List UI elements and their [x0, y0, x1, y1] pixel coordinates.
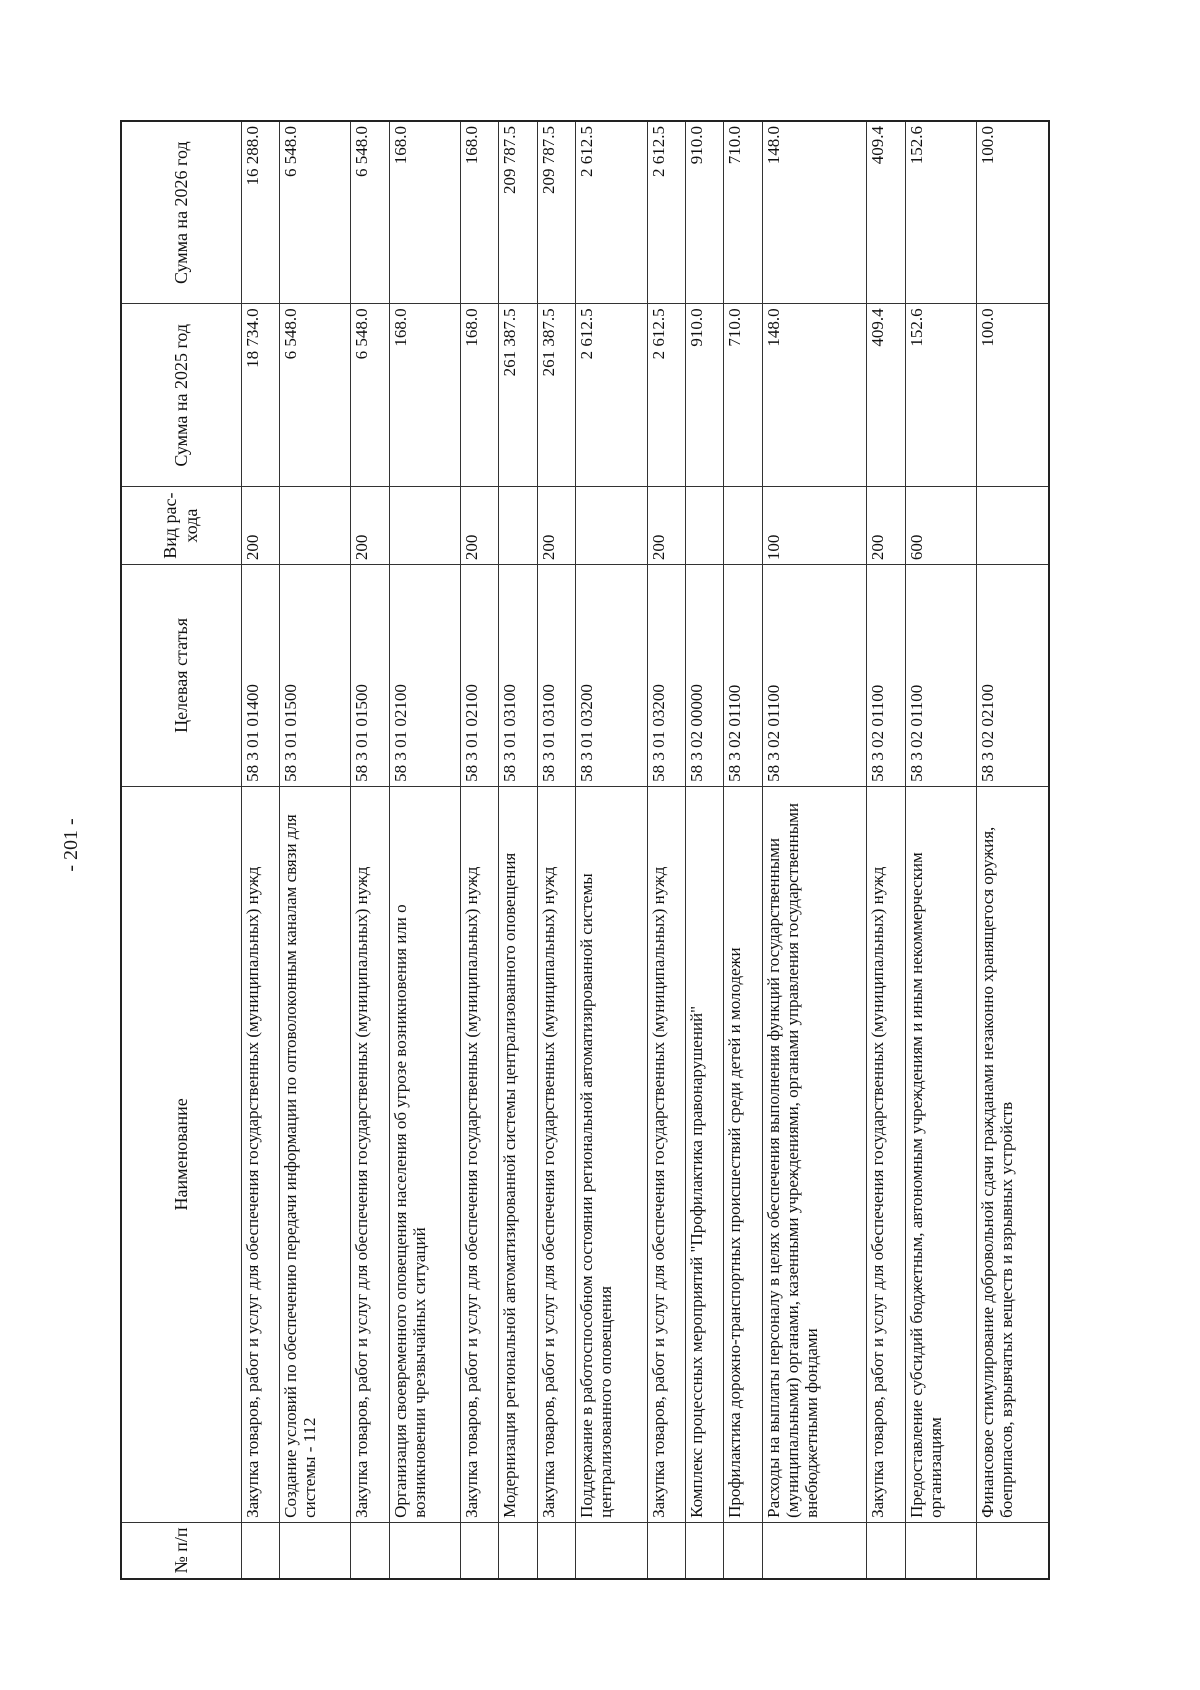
row-num-cell	[499, 1522, 537, 1579]
row-sum-2025-cell: 6 548.0	[351, 304, 389, 487]
row-target-code-cell: 58 3 02 01100	[762, 565, 867, 787]
row-name-cell: Создание условий по обеспечению передачи информации по оптоволоконным каналам связи для системы - 112	[279, 786, 350, 1522]
rotated-table-frame	[120, 120, 1050, 1580]
row-sum-2025-cell: 2 612.5	[647, 304, 685, 487]
row-num-cell	[762, 1522, 867, 1579]
row-expense-type-cell: 100	[762, 487, 867, 565]
row-sum-2026-cell: 6 548.0	[351, 121, 389, 304]
row-target-code-cell: 58 3 01 03200	[576, 565, 647, 787]
row-target-code-cell: 58 3 01 03100	[499, 565, 537, 787]
table-row	[389, 121, 460, 1579]
header-sum-2025: Сумма на 2025 год	[121, 304, 241, 487]
row-expense-type-cell	[279, 487, 350, 565]
header-name: Наименование	[121, 786, 241, 1522]
row-expense-type-cell: 200	[241, 487, 279, 565]
table-row	[576, 121, 647, 1579]
table-row	[685, 121, 723, 1579]
row-name-cell: Поддержание в работоспособном состоянии региональной автоматизированной системы централизованного оповещения	[576, 786, 647, 1522]
row-target-code-cell: 58 3 02 01100	[905, 565, 976, 787]
table-row	[537, 121, 575, 1579]
row-sum-2025-cell: 100.0	[977, 304, 1049, 487]
table-row	[867, 121, 905, 1579]
row-name-cell: Закупка товаров, работ и услуг для обеспечения государственных (муниципальных) нужд	[537, 786, 575, 1522]
row-num-cell	[537, 1522, 575, 1579]
row-num-cell	[867, 1522, 905, 1579]
row-expense-type-cell	[499, 487, 537, 565]
table-row	[724, 121, 762, 1579]
row-num-cell	[905, 1522, 976, 1579]
row-name-cell: Профилактика дорожно-транспортных происшествий среди детей и молодежи	[724, 786, 762, 1522]
table-body	[241, 121, 1049, 1579]
row-expense-type-cell: 200	[537, 487, 575, 565]
row-sum-2026-cell: 168.0	[461, 121, 499, 304]
row-target-code-cell: 58 3 01 01500	[351, 565, 389, 787]
row-sum-2025-cell: 710.0	[724, 304, 762, 487]
row-num-cell	[461, 1522, 499, 1579]
budget-table	[120, 120, 1050, 1580]
row-sum-2026-cell: 209 787.5	[499, 121, 537, 304]
row-sum-2025-cell: 910.0	[685, 304, 723, 487]
row-expense-type-cell	[977, 487, 1049, 565]
row-num-cell	[647, 1522, 685, 1579]
row-num-cell	[685, 1522, 723, 1579]
row-expense-type-cell	[685, 487, 723, 565]
row-sum-2026-cell: 2 612.5	[647, 121, 685, 304]
row-expense-type-cell	[724, 487, 762, 565]
budget-table-container	[120, 120, 1050, 1580]
row-name-cell: Закупка товаров, работ и услуг для обеспечения государственных (муниципальных) нужд	[241, 786, 279, 1522]
table-row	[279, 121, 350, 1579]
row-target-code-cell: 58 3 02 00000	[685, 565, 723, 787]
row-expense-type-cell: 200	[647, 487, 685, 565]
row-num-cell	[977, 1522, 1049, 1579]
row-sum-2026-cell: 910.0	[685, 121, 723, 304]
row-name-cell: Предоставление субсидий бюджетным, автономным учреждениям и иным некоммерческим организациям	[905, 786, 976, 1522]
row-name-cell: Закупка товаров, работ и услуг для обеспечения государственных (муниципальных) нужд	[867, 786, 905, 1522]
table-row	[647, 121, 685, 1579]
row-target-code-cell: 58 3 02 02100	[977, 565, 1049, 787]
row-target-code-cell: 58 3 02 01100	[724, 565, 762, 787]
row-target-code-cell: 58 3 02 01100	[867, 565, 905, 787]
row-name-cell: Расходы на выплаты персоналу в целях обеспечения выполнения функций государственными (муниципальными) органами, казенными учреждениями, органами управления государственными внебюджетными фондами	[762, 786, 867, 1522]
row-num-cell	[389, 1522, 460, 1579]
row-name-cell: Финансовое стимулирование добровольной сдачи гражданами незаконно хранящегося оружия, боеприпасов, взрывчатых веществ и взрывных устройств	[977, 786, 1049, 1522]
row-num-cell	[351, 1522, 389, 1579]
row-sum-2025-cell: 18 734.0	[241, 304, 279, 487]
row-sum-2025-cell: 168.0	[461, 304, 499, 487]
row-target-code-cell: 58 3 01 03200	[647, 565, 685, 787]
row-num-cell	[576, 1522, 647, 1579]
header-vid: Вид рас-хода	[121, 487, 241, 565]
row-sum-2025-cell: 261 387.5	[537, 304, 575, 487]
row-sum-2026-cell: 710.0	[724, 121, 762, 304]
page-number: - 201 -	[60, 818, 82, 872]
row-sum-2025-cell: 148.0	[762, 304, 867, 487]
row-num-cell	[279, 1522, 350, 1579]
table-row	[499, 121, 537, 1579]
table-row	[351, 121, 389, 1579]
row-num-cell	[724, 1522, 762, 1579]
row-sum-2026-cell: 6 548.0	[279, 121, 350, 304]
row-target-code-cell: 58 3 01 02100	[461, 565, 499, 787]
row-expense-type-cell: 200	[867, 487, 905, 565]
row-target-code-cell: 58 3 01 02100	[389, 565, 460, 787]
row-sum-2025-cell: 409.4	[867, 304, 905, 487]
header-num: № п/п	[121, 1522, 241, 1579]
header-code: Целевая статья	[121, 565, 241, 787]
row-name-cell: Закупка товаров, работ и услуг для обеспечения государственных (муниципальных) нужд	[461, 786, 499, 1522]
table-row	[905, 121, 976, 1579]
row-sum-2025-cell: 2 612.5	[576, 304, 647, 487]
row-sum-2026-cell: 16 288.0	[241, 121, 279, 304]
row-expense-type-cell: 200	[461, 487, 499, 565]
row-sum-2026-cell: 100.0	[977, 121, 1049, 304]
row-target-code-cell: 58 3 01 01500	[279, 565, 350, 787]
row-expense-type-cell	[576, 487, 647, 565]
row-sum-2026-cell: 168.0	[389, 121, 460, 304]
row-sum-2026-cell: 152.6	[905, 121, 976, 304]
table-row	[762, 121, 867, 1579]
row-target-code-cell: 58 3 01 01400	[241, 565, 279, 787]
table-row	[977, 121, 1049, 1579]
row-sum-2026-cell: 148.0	[762, 121, 867, 304]
row-name-cell: Организация своевременного оповещения населения об угрозе возникновения или о возникновении чрезвычайных ситуаций	[389, 786, 460, 1522]
row-expense-type-cell: 200	[351, 487, 389, 565]
row-target-code-cell: 58 3 01 03100	[537, 565, 575, 787]
row-sum-2025-cell: 6 548.0	[279, 304, 350, 487]
row-sum-2026-cell: 409.4	[867, 121, 905, 304]
row-sum-2025-cell: 168.0	[389, 304, 460, 487]
row-sum-2026-cell: 2 612.5	[576, 121, 647, 304]
header-sum-2026: Сумма на 2026 год	[121, 121, 241, 304]
row-name-cell: Модернизация региональной автоматизированной системы централизованного оповещения	[499, 786, 537, 1522]
row-name-cell: Закупка товаров, работ и услуг для обеспечения государственных (муниципальных) нужд	[647, 786, 685, 1522]
table-header-row	[121, 121, 241, 1579]
row-name-cell: Комплекс процессных мероприятий "Профилактика правонарушений"	[685, 786, 723, 1522]
table-row	[241, 121, 279, 1579]
row-expense-type-cell: 600	[905, 487, 976, 565]
table-row	[461, 121, 499, 1579]
row-num-cell	[241, 1522, 279, 1579]
row-sum-2026-cell: 209 787.5	[537, 121, 575, 304]
row-expense-type-cell	[389, 487, 460, 565]
row-name-cell: Закупка товаров, работ и услуг для обеспечения государственных (муниципальных) нужд	[351, 786, 389, 1522]
row-sum-2025-cell: 152.6	[905, 304, 976, 487]
row-sum-2025-cell: 261 387.5	[499, 304, 537, 487]
